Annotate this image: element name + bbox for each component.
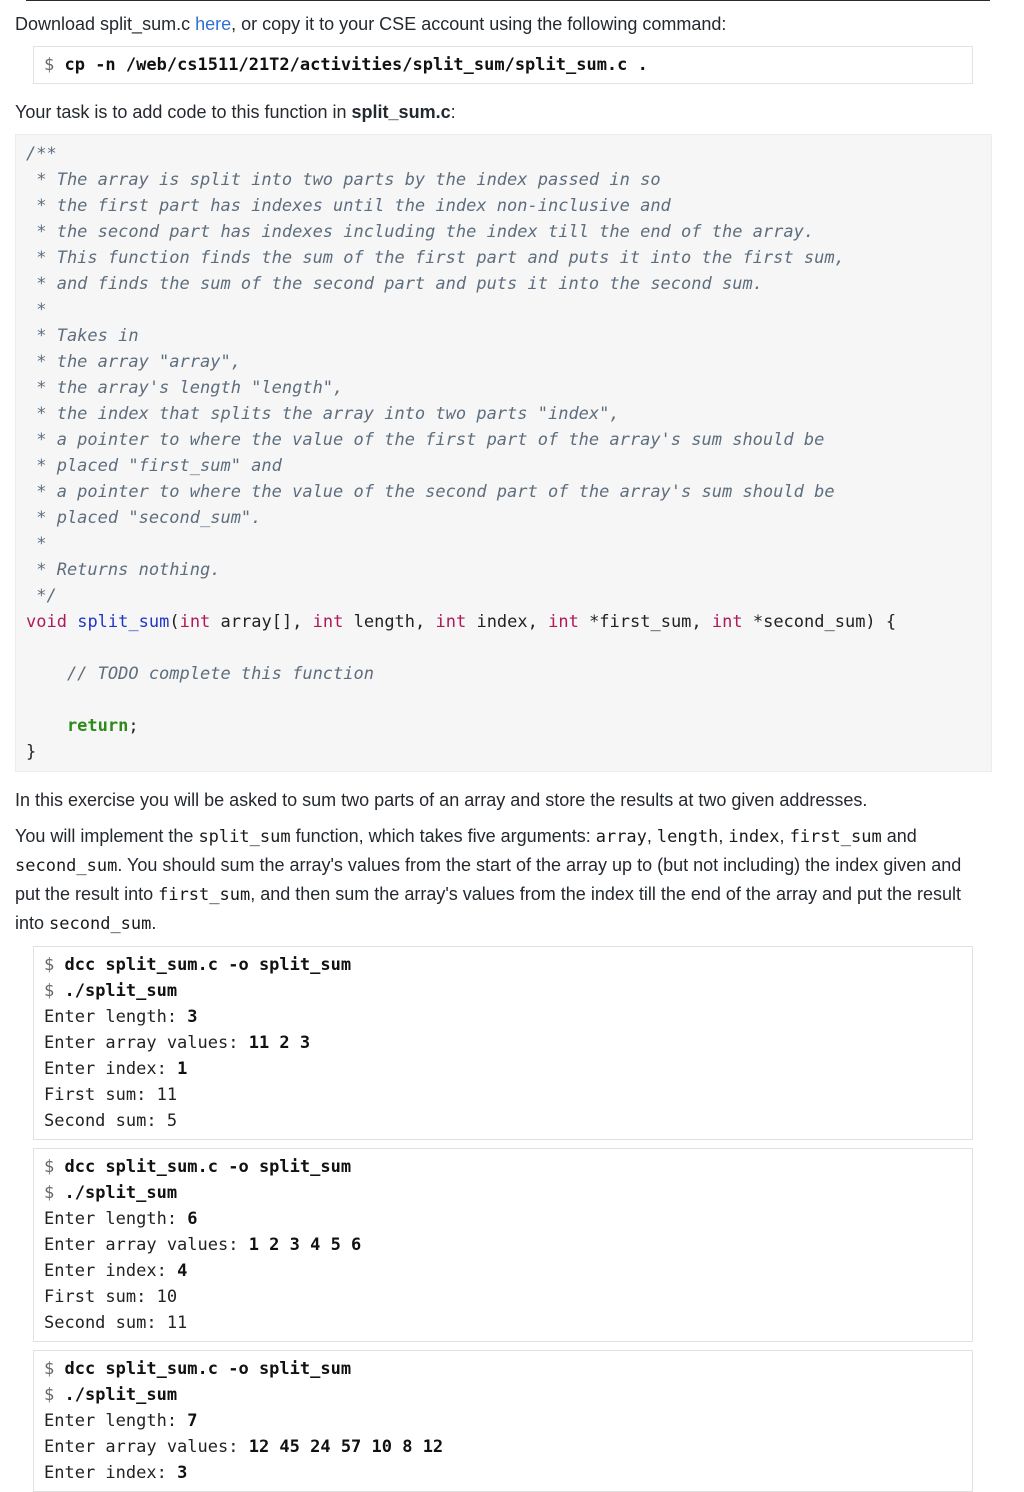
exercise-description: In this exercise you will be asked to sum two parts of an array and store the results at two given addresses.	[15, 790, 868, 810]
length-prompt: Enter length:	[44, 1209, 188, 1229]
desc-text: ,	[718, 826, 729, 846]
run-command: ./split_sum	[64, 1183, 178, 1203]
param-first-sum: *first_sum,	[578, 612, 712, 632]
blank-line	[26, 635, 981, 661]
inline-code: array	[595, 827, 647, 847]
values-prompt: Enter array values:	[44, 1033, 249, 1053]
run-line	[44, 978, 962, 1004]
run-command: ./split_sum	[64, 1385, 178, 1405]
download-paragraph	[15, 10, 980, 38]
download-text: Download split_sum.c	[15, 14, 196, 34]
index-prompt: Enter index:	[44, 1261, 178, 1281]
comment-line: /**	[26, 144, 57, 164]
index-input: 4	[177, 1261, 188, 1281]
param-array: array[],	[210, 612, 313, 632]
index-prompt: Enter index:	[44, 1463, 178, 1483]
task-text: Your task is to add code to this function in	[15, 102, 352, 122]
shell-prompt: $	[44, 55, 65, 75]
desc-text: You will implement the	[15, 826, 199, 846]
return-type: void	[26, 612, 67, 632]
activity-content	[15, 10, 980, 1492]
compile-command: dcc split_sum.c -o split_sum	[64, 955, 352, 975]
semicolon: ;	[128, 716, 139, 736]
compile-line	[44, 1356, 962, 1382]
values-line	[44, 1030, 962, 1056]
inline-code: second_sum	[15, 856, 118, 876]
comment-line: * the first part has indexes until the index non-inclusive and	[26, 196, 671, 216]
function-code-block[interactable]	[15, 134, 992, 772]
values-input: 11 2 3	[248, 1033, 311, 1053]
second-sum-output: Second sum: 5	[44, 1111, 178, 1131]
param-index: index,	[466, 612, 549, 632]
task-colon: :	[450, 102, 456, 122]
task-filename: split_sum.c	[351, 102, 451, 122]
run-command: ./split_sum	[64, 981, 178, 1001]
example-session-2[interactable]	[33, 1148, 973, 1342]
param-type: int	[711, 612, 743, 632]
shell-prompt: $	[44, 981, 65, 1001]
index-input: 3	[177, 1463, 188, 1483]
values-input: 12 45 24 57 10 8 12	[248, 1437, 444, 1457]
shell-prompt: $	[44, 955, 65, 975]
first-sum-output: First sum: 10	[44, 1287, 178, 1307]
desc-text: ,	[779, 826, 790, 846]
param-type: int	[312, 612, 344, 632]
comment-line: *	[26, 534, 47, 554]
comment-line: * a pointer to where the value of the second part of the array's sum should be	[26, 482, 835, 502]
index-line	[44, 1460, 962, 1486]
comment-line: * This function finds the sum of the first part and puts it into the first sum,	[26, 248, 845, 268]
closing-brace: }	[26, 742, 37, 762]
comment-line: * the array's length "length",	[26, 378, 344, 398]
blank-line	[26, 687, 981, 713]
shell-prompt: $	[44, 1183, 65, 1203]
paren-open: (	[169, 612, 180, 632]
download-text-rest: , or copy it to your CSE account using the following command:	[231, 14, 727, 34]
implementation-description	[15, 822, 980, 938]
index-line	[44, 1258, 962, 1284]
desc-text: .	[151, 913, 157, 933]
todo-comment: // TODO complete this function	[26, 664, 374, 684]
length-input: 7	[187, 1411, 198, 1431]
values-prompt: Enter array values:	[44, 1437, 249, 1457]
comment-line: * Takes in	[26, 326, 139, 346]
return-keyword: return	[26, 716, 129, 736]
inline-code: first_sum	[789, 827, 882, 847]
compile-line	[44, 1154, 962, 1180]
compile-command: dcc split_sum.c -o split_sum	[64, 1157, 352, 1177]
desc-text: function, which takes five arguments:	[290, 826, 596, 846]
param-second-sum: *second_sum) {	[742, 612, 897, 632]
length-line	[44, 1206, 962, 1232]
index-prompt: Enter index:	[44, 1059, 178, 1079]
shell-prompt: $	[44, 1157, 65, 1177]
comment-line: *	[26, 300, 47, 320]
index-input: 1	[177, 1059, 188, 1079]
first-sum-output: First sum: 11	[44, 1085, 178, 1105]
length-line	[44, 1004, 962, 1030]
values-prompt: Enter array values:	[44, 1235, 249, 1255]
length-line	[44, 1408, 962, 1434]
inline-code: first_sum	[158, 885, 251, 905]
comment-line: * placed "second_sum".	[26, 508, 262, 528]
param-length: length,	[343, 612, 436, 632]
function-name: split_sum	[77, 612, 170, 632]
comment-line: * the second part has indexes including the index till the end of the array.	[26, 222, 815, 242]
desc-text: . You should sum the array's values from the start of the array up to (but not including) the index given and put the result into	[15, 855, 962, 904]
example-session-3[interactable]	[33, 1350, 973, 1492]
comment-line: * the array "array",	[26, 352, 241, 372]
index-line	[44, 1056, 962, 1082]
copy-command-block[interactable]	[33, 46, 973, 84]
inline-code: index	[728, 827, 780, 847]
length-input: 3	[187, 1007, 198, 1027]
param-type: int	[179, 612, 211, 632]
inline-code: second_sum	[49, 914, 152, 934]
top-divider	[26, 0, 990, 1]
inline-code: length	[656, 827, 719, 847]
copy-command: cp -n /web/cs1511/21T2/activities/split_sum/split_sum.c .	[64, 55, 648, 75]
comment-line: * a pointer to where the value of the first part of the array's sum should be	[26, 430, 825, 450]
comment-line: * placed "first_sum" and	[26, 456, 282, 476]
download-link[interactable]: here	[195, 14, 232, 34]
comment-line: * Returns nothing.	[26, 560, 221, 580]
desc-text: and	[881, 826, 917, 846]
second-sum-output: Second sum: 11	[44, 1313, 188, 1333]
function-signature	[26, 609, 981, 635]
length-input: 6	[187, 1209, 198, 1229]
task-paragraph	[15, 98, 980, 126]
values-input: 1 2 3 4 5 6	[248, 1235, 362, 1255]
compile-line	[44, 952, 962, 978]
param-type: int	[435, 612, 467, 632]
run-line	[44, 1180, 962, 1206]
inline-code: split_sum	[198, 827, 291, 847]
values-line	[44, 1434, 962, 1460]
desc-text: ,	[646, 826, 657, 846]
comment-line: * the index that splits the array into two parts "index",	[26, 404, 620, 424]
comment-line: * The array is split into two parts by the index passed in so	[26, 170, 661, 190]
shell-prompt: $	[44, 1385, 65, 1405]
doc-comment	[26, 141, 981, 609]
shell-prompt: $	[44, 1359, 65, 1379]
desc-text: , and then sum the array's values from the index till the end of the array and put the result into	[15, 884, 962, 933]
return-line	[26, 713, 981, 739]
values-line	[44, 1232, 962, 1258]
compile-command: dcc split_sum.c -o split_sum	[64, 1359, 352, 1379]
run-line	[44, 1382, 962, 1408]
length-prompt: Enter length:	[44, 1007, 188, 1027]
comment-line: * and finds the sum of the second part and puts it into the second sum.	[26, 274, 763, 294]
comment-line: */	[26, 586, 57, 606]
param-type: int	[548, 612, 579, 632]
example-session-1[interactable]	[33, 946, 973, 1140]
length-prompt: Enter length:	[44, 1411, 188, 1431]
